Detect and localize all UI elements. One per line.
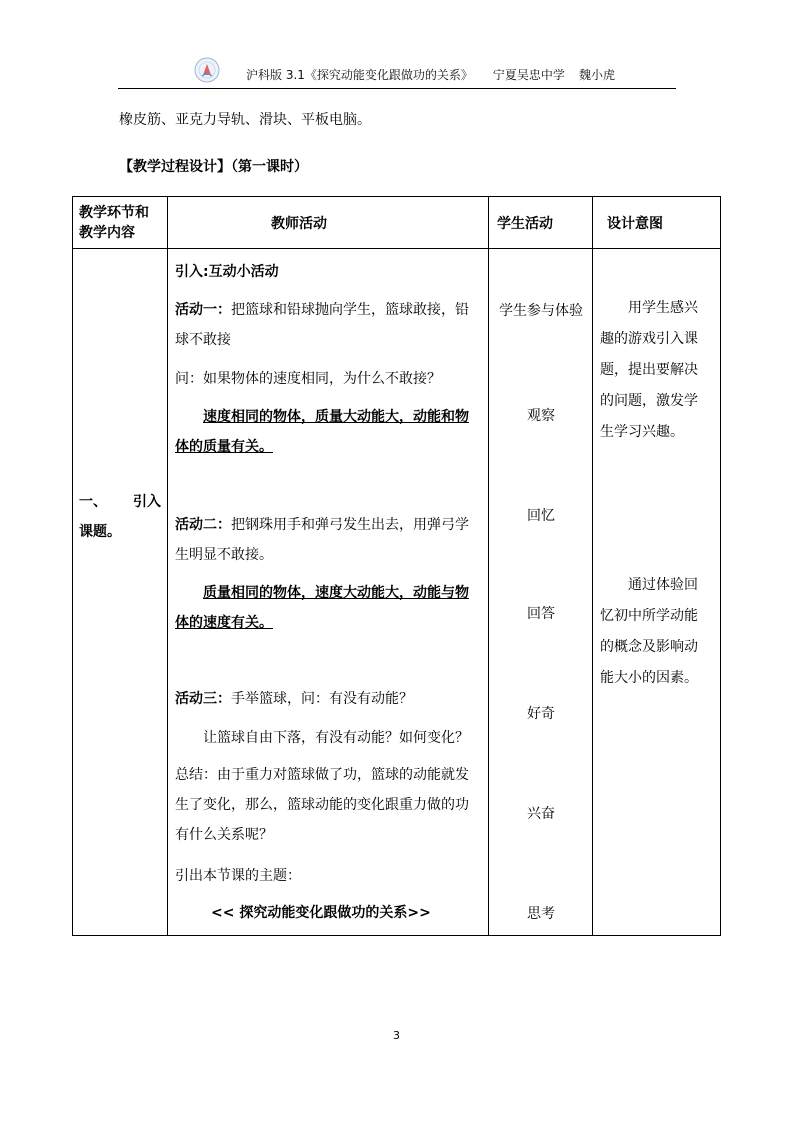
teacher-topic: << 探究动能变化跟做功的关系>> [211, 905, 431, 921]
stage-cell [79, 487, 163, 547]
header-student: 学生活动 [497, 216, 553, 232]
teacher-conclusion-1 [175, 402, 485, 462]
design-intent-2 [600, 570, 720, 694]
activity-1-text: 把篮球和铅球抛向学生，篮球敢接，铅 [231, 302, 469, 318]
teacher-activity-3-question: 让篮球自由下落，有没有动能？如何变化？ [203, 730, 469, 746]
intent-1-line3: 题，提出要解决 [600, 362, 698, 378]
header-text [246, 66, 615, 83]
teacher-conclusion-2 [175, 578, 485, 638]
student-activity-4: 回答 [527, 606, 555, 622]
student-activity-5: 好奇 [527, 706, 555, 722]
header-school: 宁夏吴忠中学 [492, 68, 565, 82]
conclusion-1-line1: 速度相同的物体，质量大动能大，动能和物 [203, 409, 469, 425]
teacher-summary [175, 760, 485, 850]
activity-2-text: 把钢珠用手和弹弓发生出去，用弹弓学 [231, 517, 469, 533]
student-activity-7: 思考 [527, 906, 555, 922]
header-author: 魏小虎 [578, 68, 615, 82]
intent-1-line2: 趣的游戏引入课 [600, 331, 698, 347]
page-number: 3 [393, 1029, 400, 1042]
header-stage-line2: 教学内容 [79, 225, 135, 241]
intent-2-line3: 的概念及影响动 [600, 639, 698, 655]
page-header [118, 56, 676, 89]
activity-2-label: 活动二： [175, 517, 231, 533]
student-activity-6: 兴奋 [527, 806, 555, 822]
teacher-activity-1 [175, 295, 480, 355]
activity-1-label: 活动一： [175, 302, 231, 318]
summary-line2: 生了变化，那么，篮球动能的变化跟重力做的功 [175, 797, 469, 813]
stage-label-part2: 课题。 [79, 524, 121, 540]
activity-3-text: 手举篮球，问：有没有动能？ [231, 691, 413, 707]
intent-2-line2: 忆初中所学动能 [600, 608, 698, 624]
summary-line3: 有什么关系呢？ [175, 827, 273, 843]
lesson-table [72, 196, 721, 936]
teacher-intro: 引入:互动小活动 [175, 264, 279, 280]
conclusion-2-line1: 质量相同的物体，速度大动能大，动能与物 [203, 585, 469, 601]
conclusion-2-line2: 体的速度有关。 [175, 615, 273, 631]
intent-1-line1: 用学生感兴 [628, 300, 698, 316]
header-lesson-title: 《探究动能变化跟做功的关系》 [304, 68, 473, 82]
student-activity-2: 观察 [527, 408, 555, 424]
activity-2-text-cont: 生明显不敢接。 [175, 547, 273, 563]
activity-3-label: 活动三： [175, 691, 231, 707]
teacher-activity-3 [175, 684, 413, 714]
header-intent: 设计意图 [607, 216, 663, 232]
student-activity-3: 回忆 [527, 508, 555, 524]
table-divider [73, 248, 720, 249]
section-title: 【教学过程设计】（第一课时） [119, 159, 308, 175]
header-teacher: 教师活动 [271, 216, 327, 232]
design-intent-1 [600, 293, 720, 448]
school-logo [194, 57, 220, 83]
teacher-lead-in: 引出本节课的主题： [175, 868, 301, 884]
table-divider [167, 197, 168, 935]
header-stage-line1: 教学环节和 [79, 205, 149, 221]
stage-number: 一、 [79, 494, 107, 510]
materials-line: 橡皮筋、亚克力导轨、滑块、平板电脑。 [119, 112, 371, 128]
student-activity-1: 学生参与体验 [499, 303, 583, 319]
header-edition: 沪科版 3.1 [246, 68, 305, 82]
intent-2-line1: 通过体验回 [628, 577, 698, 593]
intent-2-line4: 能大小的因素。 [600, 670, 698, 686]
header-stage [79, 203, 149, 243]
intent-1-line4: 的问题，激发学 [600, 393, 698, 409]
summary-line1: 总结：由于重力对篮球做了功，篮球的动能就发 [175, 767, 469, 783]
stage-label-part1: 引入 [133, 494, 161, 510]
intent-1-line5: 生学习兴趣。 [600, 424, 684, 440]
teacher-activity-2 [175, 510, 480, 570]
activity-1-text-cont: 球不敢接 [175, 332, 231, 348]
teacher-question-1: 问：如果物体的速度相同，为什么不敢接？ [175, 371, 441, 387]
conclusion-1-line2: 体的质量有关。 [175, 439, 273, 455]
